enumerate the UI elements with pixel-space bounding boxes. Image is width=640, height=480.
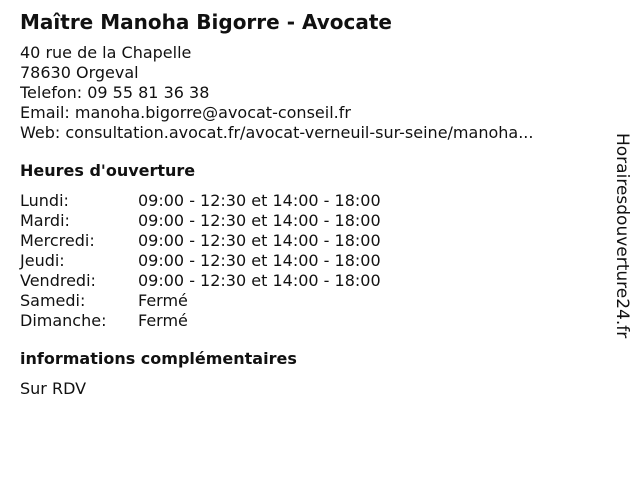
info-title: informations complémentaires xyxy=(20,349,297,368)
city-address: 78630 Orgeval xyxy=(20,63,139,82)
phone-number: Telefon: 09 55 81 36 38 xyxy=(20,83,210,102)
street-address: 40 rue de la Chapelle xyxy=(20,43,192,62)
website-link[interactable]: Web: consultation.avocat.fr/avocat-verneuil-sur-seine/manoha... xyxy=(20,123,534,142)
page-title: Maître Manoha Bigorre - Avocate xyxy=(20,10,392,34)
day-label: Jeudi: xyxy=(20,251,65,270)
hours-row xyxy=(20,191,600,211)
hours-row xyxy=(20,231,600,251)
day-label: Mardi: xyxy=(20,211,70,230)
watermark-text: Horairesdouverture24.fr xyxy=(612,133,632,339)
day-label: Lundi: xyxy=(20,191,69,210)
hours-row xyxy=(20,251,600,271)
hours-row xyxy=(20,291,600,311)
time-value: 09:00 - 12:30 et 14:00 - 18:00 xyxy=(138,271,381,290)
day-label: Mercredi: xyxy=(20,231,95,250)
time-value: 09:00 - 12:30 et 14:00 - 18:00 xyxy=(138,251,381,270)
time-value: 09:00 - 12:30 et 14:00 - 18:00 xyxy=(138,231,381,250)
time-value: 09:00 - 12:30 et 14:00 - 18:00 xyxy=(138,191,381,210)
day-label: Vendredi: xyxy=(20,271,96,290)
hours-row xyxy=(20,271,600,291)
hours-title: Heures d'ouverture xyxy=(20,161,196,180)
time-value: 09:00 - 12:30 et 14:00 - 18:00 xyxy=(138,211,381,230)
hours-row xyxy=(20,211,600,231)
day-label: Samedi: xyxy=(20,291,86,310)
lawyer-card xyxy=(20,10,600,399)
day-label: Dimanche: xyxy=(20,311,107,330)
watermark xyxy=(612,133,632,343)
time-value: Fermé xyxy=(138,291,188,310)
info-text: Sur RDV xyxy=(20,379,87,398)
email-address: Email: manoha.bigorre@avocat-conseil.fr xyxy=(20,103,351,122)
hours-row xyxy=(20,311,600,331)
time-value: Fermé xyxy=(138,311,188,330)
